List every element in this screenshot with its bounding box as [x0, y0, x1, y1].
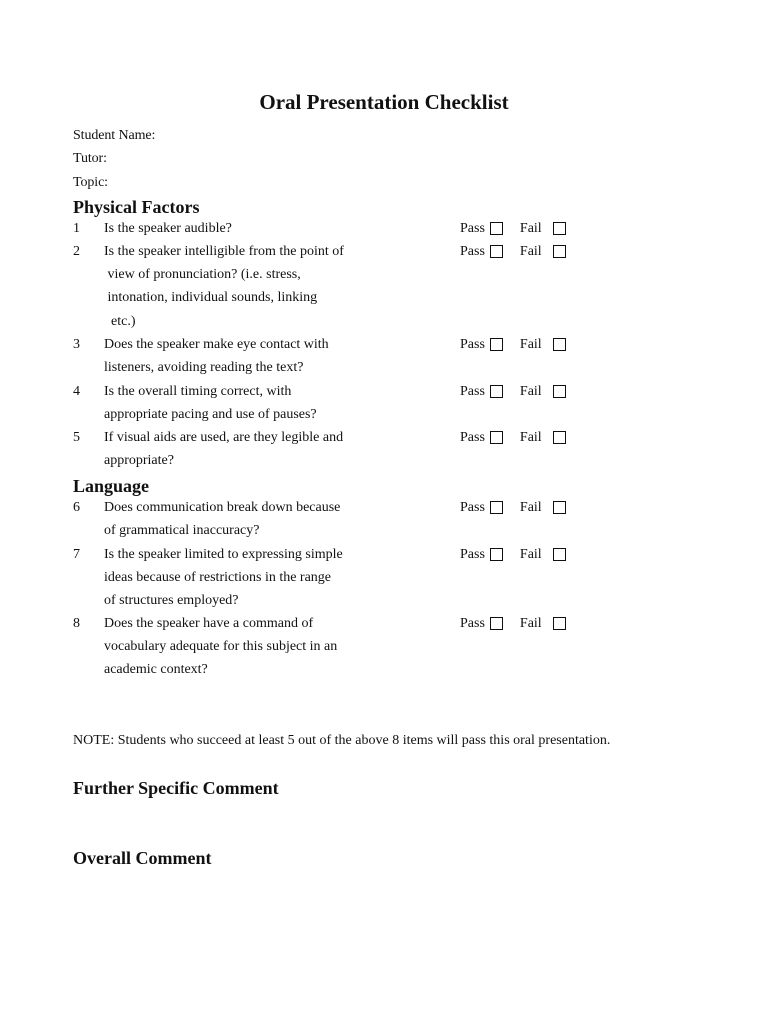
item-number: 7	[73, 547, 80, 562]
item-text: Is the overall timing correct, with	[104, 384, 292, 399]
section-heading-physical: Physical Factors	[73, 197, 200, 217]
fail-label: Fail	[519, 221, 542, 237]
pass-label: Pass	[460, 616, 485, 632]
item-number: 2	[73, 244, 80, 259]
pass-checkbox[interactable]	[490, 385, 503, 398]
pass-checkbox[interactable]	[490, 222, 503, 235]
fail-checkbox[interactable]	[553, 222, 566, 235]
pass-checkbox[interactable]	[490, 245, 503, 258]
pass-fail-group	[460, 333, 566, 356]
item-text: listeners, avoiding reading the text?	[104, 360, 304, 376]
pass-label: Pass	[460, 337, 485, 353]
section-heading-language: Language	[73, 476, 150, 496]
item-text: Does communication break down because	[104, 500, 341, 515]
fail-label: Fail	[519, 616, 542, 632]
fail-checkbox[interactable]	[553, 245, 566, 258]
item-text: intonation, individual sounds, linking	[104, 290, 318, 306]
item-text: Does the speaker make eye contact with	[104, 337, 329, 352]
student-name-label: Student Name:	[73, 128, 156, 143]
item-number: 1	[73, 221, 80, 236]
item-text: appropriate pacing and use of pauses?	[104, 407, 317, 423]
item-text: etc.)	[104, 313, 136, 329]
fail-checkbox[interactable]	[553, 617, 566, 630]
fail-label: Fail	[519, 337, 542, 353]
fail-checkbox[interactable]	[553, 501, 566, 514]
item-text: Is the speaker audible?	[104, 221, 232, 236]
pass-fail-group	[460, 240, 566, 263]
page-title: Oral Presentation Checklist	[259, 90, 509, 114]
fail-checkbox[interactable]	[553, 385, 566, 398]
pass-checkbox[interactable]	[490, 548, 503, 561]
item-number: 6	[73, 500, 80, 515]
item-number: 4	[73, 384, 80, 399]
pass-label: Pass	[460, 244, 485, 260]
item-text: ideas because of restrictions in the range	[104, 570, 332, 586]
pass-checkbox[interactable]	[490, 338, 503, 351]
fail-checkbox[interactable]	[553, 338, 566, 351]
fail-label: Fail	[519, 430, 542, 446]
pass-checkbox[interactable]	[490, 501, 503, 514]
further-comment-heading: Further Specific Comment	[73, 778, 279, 798]
item-text: Is the speaker intelligible from the point of	[104, 244, 344, 259]
pass-checkbox[interactable]	[490, 431, 503, 444]
pass-fail-group	[460, 380, 566, 403]
item-text: academic context?	[104, 662, 208, 678]
fail-label: Fail	[519, 500, 542, 516]
pass-label: Pass	[460, 384, 485, 400]
item-number: 3	[73, 337, 80, 352]
topic-label: Topic:	[73, 175, 108, 190]
pass-label: Pass	[460, 547, 485, 563]
tutor-label: Tutor:	[73, 151, 107, 166]
pass-fail-group	[460, 612, 566, 635]
overall-comment-heading: Overall Comment	[73, 848, 212, 868]
pass-fail-group	[460, 426, 566, 449]
fail-label: Fail	[519, 384, 542, 400]
pass-label: Pass	[460, 500, 485, 516]
item-text: view of pronunciation? (i.e. stress,	[104, 267, 301, 283]
pass-label: Pass	[460, 430, 485, 446]
item-text: vocabulary adequate for this subject in an	[104, 639, 338, 655]
note-text: NOTE: Students who succeed at least 5 out of the above 8 items will pass this oral presentation.	[73, 733, 611, 748]
fail-label: Fail	[519, 244, 542, 260]
fail-checkbox[interactable]	[553, 548, 566, 561]
item-text: If visual aids are used, are they legible and	[104, 430, 344, 445]
pass-fail-group	[460, 496, 566, 519]
pass-fail-group	[460, 543, 566, 566]
pass-fail-group	[460, 217, 566, 240]
item-text: Does the speaker have a command of	[104, 616, 314, 631]
item-number: 5	[73, 430, 80, 445]
item-number: 8	[73, 616, 80, 631]
item-text: appropriate?	[104, 453, 174, 469]
item-text: Is the speaker limited to expressing simple	[104, 547, 343, 562]
fail-checkbox[interactable]	[553, 431, 566, 444]
pass-checkbox[interactable]	[490, 617, 503, 630]
item-text: of structures employed?	[104, 593, 239, 609]
item-text: of grammatical inaccuracy?	[104, 523, 260, 539]
pass-label: Pass	[460, 221, 485, 237]
fail-label: Fail	[519, 547, 542, 563]
